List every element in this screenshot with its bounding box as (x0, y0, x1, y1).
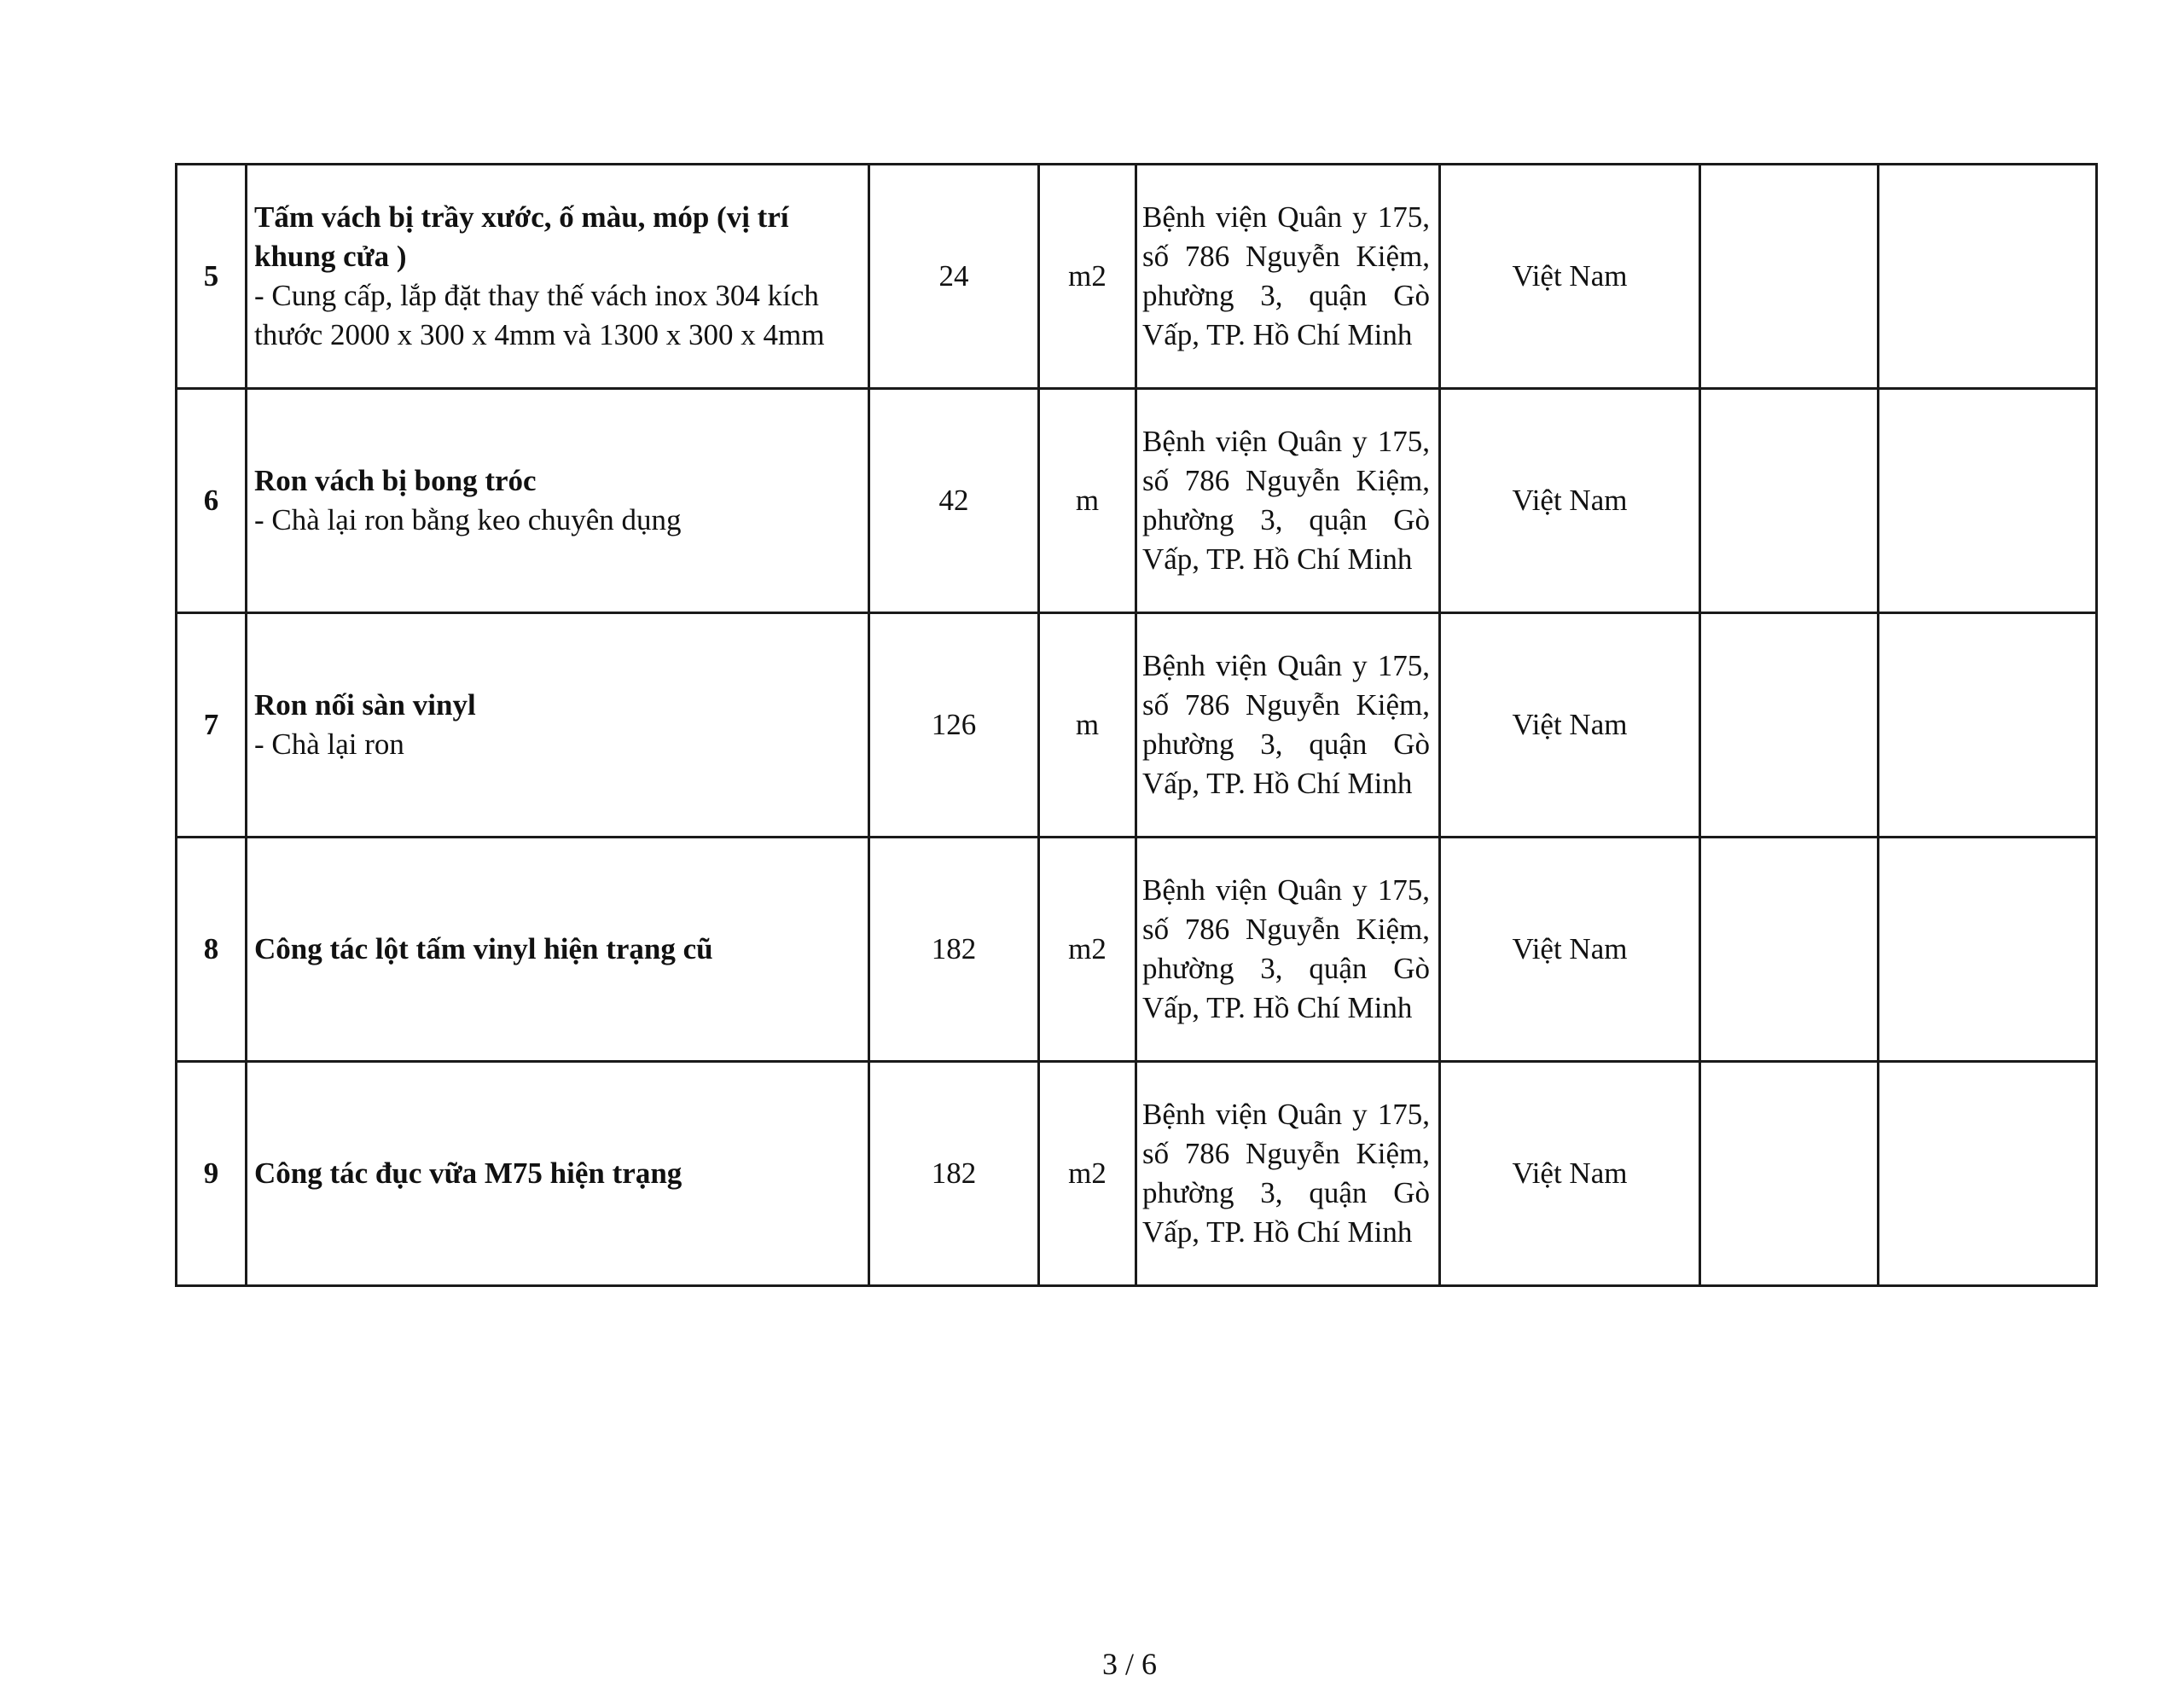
item-description (247, 389, 869, 613)
item-description (247, 165, 869, 389)
row-number: 5 (177, 165, 247, 389)
item-title: Ron nối sàn vinyl (254, 688, 476, 722)
empty-cell (1879, 1062, 2097, 1286)
empty-cell (1700, 1062, 1879, 1286)
item-description (247, 1062, 869, 1286)
location-line: số 786 Nguyễn Kiệm, (1142, 913, 1430, 946)
item-location (1136, 1062, 1440, 1286)
row-number: 7 (177, 613, 247, 838)
row-number: 6 (177, 389, 247, 613)
item-origin: Việt Nam (1440, 1062, 1700, 1286)
item-quantity: 126 (869, 613, 1039, 838)
item-title: Công tác đục vữa M75 hiện trạng (254, 1157, 682, 1190)
empty-cell (1700, 165, 1879, 389)
table-row (177, 165, 2097, 389)
location-line: Vấp, TP. Hồ Chí Minh (1142, 1215, 1413, 1249)
item-unit: m2 (1039, 165, 1136, 389)
item-unit: m (1039, 613, 1136, 838)
item-description (247, 838, 869, 1062)
item-origin: Việt Nam (1440, 613, 1700, 838)
location-line: số 786 Nguyễn Kiệm, (1142, 240, 1430, 273)
item-location (1136, 165, 1440, 389)
item-title: Ron vách bị bong tróc (254, 464, 537, 497)
item-detail: - Cung cấp, lắp đặt thay thế vách inox 304 kích thước 2000 x 300 x 4mm và 1300 x 300 x 4mm (254, 279, 825, 351)
item-unit: m2 (1039, 1062, 1136, 1286)
location-line: số 786 Nguyễn Kiệm, (1142, 1137, 1430, 1170)
location-line: Bệnh viện Quân y 175, (1142, 200, 1430, 234)
item-location (1136, 613, 1440, 838)
item-location (1136, 389, 1440, 613)
item-unit: m (1039, 389, 1136, 613)
row-number: 9 (177, 1062, 247, 1286)
location-line: Vấp, TP. Hồ Chí Minh (1142, 991, 1413, 1024)
empty-cell (1879, 165, 2097, 389)
item-quantity: 182 (869, 1062, 1039, 1286)
location-line: Vấp, TP. Hồ Chí Minh (1142, 318, 1413, 351)
table-row (177, 838, 2097, 1062)
page-number: 3 / 6 (1101, 1647, 1157, 1681)
item-location (1136, 838, 1440, 1062)
location-line: phường 3, quận Gò (1142, 503, 1430, 536)
location-line: phường 3, quận Gò (1142, 952, 1430, 985)
item-description (247, 613, 869, 838)
item-quantity: 182 (869, 838, 1039, 1062)
item-detail: - Chà lại ron (254, 728, 404, 761)
row-number: 8 (177, 838, 247, 1062)
location-line: Vấp, TP. Hồ Chí Minh (1142, 767, 1413, 800)
location-line: phường 3, quận Gò (1142, 1176, 1430, 1209)
empty-cell (1879, 613, 2097, 838)
item-title: Công tác lột tấm vinyl hiện trạng cũ (254, 932, 713, 965)
empty-cell (1700, 838, 1879, 1062)
empty-cell (1879, 838, 2097, 1062)
location-line: Bệnh viện Quân y 175, (1142, 425, 1430, 458)
location-line: phường 3, quận Gò (1142, 728, 1430, 761)
location-line: số 786 Nguyễn Kiệm, (1142, 688, 1430, 722)
location-line: số 786 Nguyễn Kiệm, (1142, 464, 1430, 497)
location-line: Bệnh viện Quân y 175, (1142, 649, 1430, 682)
location-line: Vấp, TP. Hồ Chí Minh (1142, 542, 1413, 576)
item-unit: m2 (1039, 838, 1136, 1062)
item-detail: - Chà lại ron bằng keo chuyên dụng (254, 503, 682, 536)
location-line: phường 3, quận Gò (1142, 279, 1430, 312)
work-items-table (175, 163, 2098, 1287)
location-line: Bệnh viện Quân y 175, (1142, 1098, 1430, 1131)
item-quantity: 42 (869, 389, 1039, 613)
empty-cell (1879, 389, 2097, 613)
table-row (177, 1062, 2097, 1286)
item-origin: Việt Nam (1440, 838, 1700, 1062)
empty-cell (1700, 389, 1879, 613)
item-origin: Việt Nam (1440, 389, 1700, 613)
table-row (177, 389, 2097, 613)
table-row (177, 613, 2097, 838)
location-line: Bệnh viện Quân y 175, (1142, 873, 1430, 907)
empty-cell (1700, 613, 1879, 838)
item-quantity: 24 (869, 165, 1039, 389)
item-title: Tấm vách bị trầy xước, ố màu, móp (vị trí khung cửa ) (254, 200, 789, 273)
item-origin: Việt Nam (1440, 165, 1700, 389)
